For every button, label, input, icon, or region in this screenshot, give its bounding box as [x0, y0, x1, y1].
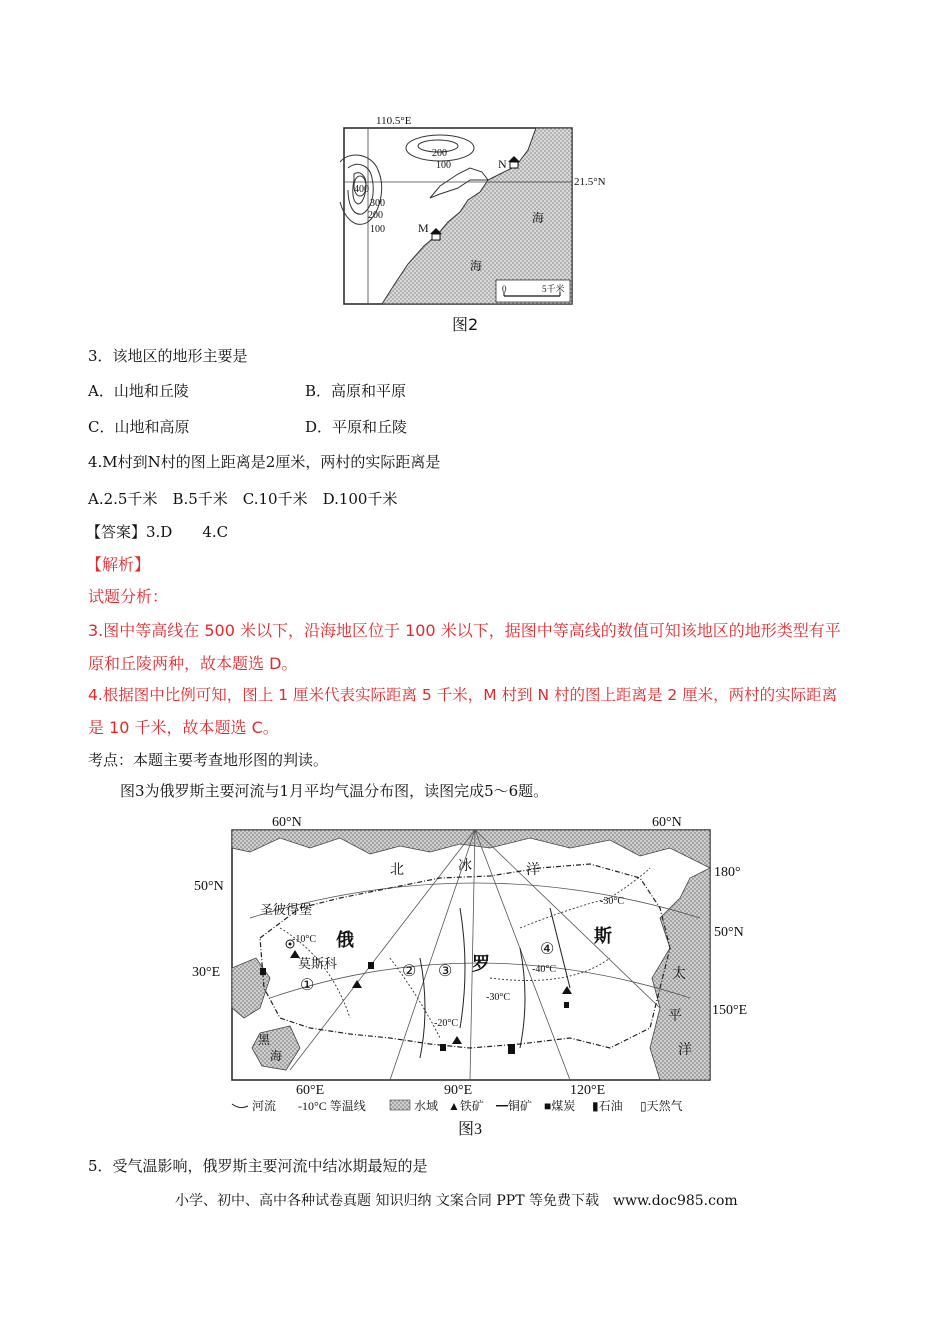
isotherm-label: -30°C: [600, 896, 624, 907]
analysis-q4-line2: 是 10 千米，故本题选 C。: [88, 718, 279, 737]
lat-label: 21.5°N: [574, 176, 606, 188]
black-sea-label-hei: 黑: [258, 1033, 271, 1047]
lon-90e: 90°E: [444, 1083, 473, 1098]
river-marker-3: ③: [438, 963, 453, 980]
pacific-label-ping: 平: [668, 1009, 682, 1024]
russia-label-e: 俄: [336, 930, 354, 950]
analysis-title: 【解析】: [86, 555, 151, 574]
contour-label: 400: [354, 184, 369, 195]
contour-label: 100: [370, 224, 385, 235]
sea-label: 海: [470, 259, 483, 273]
lon-150e: 150°E: [712, 1003, 748, 1018]
lon-30e: 30°E: [192, 965, 221, 980]
contour-label: 200: [432, 148, 447, 159]
analysis-q4-line1: 4.根据图中比例可知，图上 1 厘米代表实际距离 5 千米，M 村到 N 村的图上距离是 2 厘米，两村的实际距离: [88, 686, 838, 704]
isotherm-label: -30°C: [486, 992, 510, 1003]
figure-2-caption: 图2: [452, 315, 479, 334]
scale-zero: 0: [502, 284, 507, 294]
russia-map: [190, 808, 750, 1138]
lon-120e: 120°E: [570, 1083, 606, 1098]
contour-label: 200: [368, 210, 383, 221]
lat-60n-left: 60°N: [272, 815, 302, 830]
village-n-label: N: [498, 157, 507, 171]
question-4-stem: 4.M村到N村的图上距离是2厘米，两村的实际距离是: [88, 453, 441, 471]
legend-copper: ━铜矿: [496, 1099, 533, 1113]
pacific-label-yang: 洋: [678, 1043, 692, 1058]
answer-line: 【答案】3.D 4.C: [86, 523, 229, 541]
legend-isotherm: -10°C 等温线: [298, 1099, 366, 1113]
isotherm-label: -40°C: [532, 964, 556, 975]
arctic-label-bei: 北: [390, 863, 404, 878]
figure-3-intro: 图3为俄罗斯主要河流与1月平均气温分布图，读图完成5～6题。: [120, 782, 549, 800]
question-3-option-d: D．平原和丘陵: [305, 418, 408, 436]
contour-label: 100: [436, 160, 451, 171]
lon-label: 110.5°E: [376, 115, 412, 127]
isotherm-label: -10°C: [292, 934, 316, 945]
lon-180: 180°: [714, 865, 741, 880]
russia-label-si: 斯: [594, 926, 612, 946]
isotherm-label: -20°C: [434, 1018, 458, 1029]
question-4-options: A.2.5千米 B.5千米 C.10千米 D.100千米: [88, 490, 398, 508]
figure-3-caption: 图3: [458, 1121, 483, 1138]
question-3-option-a: A．山地和丘陵: [88, 382, 189, 400]
figure-3: [190, 808, 750, 1138]
scale-label: 5千米: [542, 284, 565, 294]
russia-label-luo: 罗: [472, 954, 490, 974]
kaodian-note: 考点：本题主要考查地形图的判读。: [88, 751, 329, 769]
black-sea-label-hai: 海: [270, 1049, 283, 1063]
legend-river: 河流: [252, 1099, 277, 1113]
question-3-option-c: C．山地和高原: [88, 418, 190, 436]
river-marker-2: ②: [402, 963, 417, 980]
arctic-label-yang: 洋: [526, 863, 540, 878]
pacific-label-tai: 太: [672, 967, 686, 982]
river-marker-1: ①: [300, 977, 315, 994]
page-footer: 小学、初中、高中各种试卷真题 知识归纳 文案合同 PPT 等免费下载 www.doc985.com: [175, 1193, 738, 1209]
legend: [232, 1098, 683, 1113]
village-m-label: M: [418, 221, 429, 235]
saint-petersburg-label: 圣彼得堡: [260, 902, 313, 917]
legend-oil: ▮石油: [592, 1099, 623, 1113]
analysis-subtitle: 试题分析：: [88, 587, 169, 606]
legend-iron: ▲铁矿: [448, 1099, 484, 1113]
legend-coal: ■煤炭: [544, 1099, 576, 1113]
question-3-stem: 3．该地区的地形主要是: [88, 347, 248, 365]
lat-60n-right: 60°N: [652, 815, 682, 830]
question-3-option-b: B．高原和平原: [305, 382, 407, 400]
contour-label: 300: [370, 198, 385, 209]
moscow-label: 莫斯科: [298, 956, 338, 971]
sea-label: 海: [532, 211, 545, 225]
lat-50n-right: 50°N: [714, 925, 744, 940]
river-marker-4: ④: [540, 941, 555, 958]
lat-50n-left: 50°N: [194, 879, 224, 894]
legend-water: 水域: [414, 1099, 439, 1113]
legend-gas: ▯天然气: [640, 1099, 683, 1113]
analysis-q3-line2: 原和丘陵两种，故本题选 D。: [88, 654, 298, 673]
topographic-map: [320, 110, 620, 340]
figure-2: [320, 110, 620, 340]
lon-60e: 60°E: [296, 1083, 325, 1098]
arctic-label-bing: 冰: [458, 859, 472, 874]
analysis-q3-line1: 3.图中等高线在 500 米以下，沿海地区位于 100 米以下，据图中等高线的数值可知该地区的地形类型有平: [88, 621, 841, 640]
question-5-stem: 5．受气温影响，俄罗斯主要河流中结冰期最短的是: [88, 1157, 428, 1175]
